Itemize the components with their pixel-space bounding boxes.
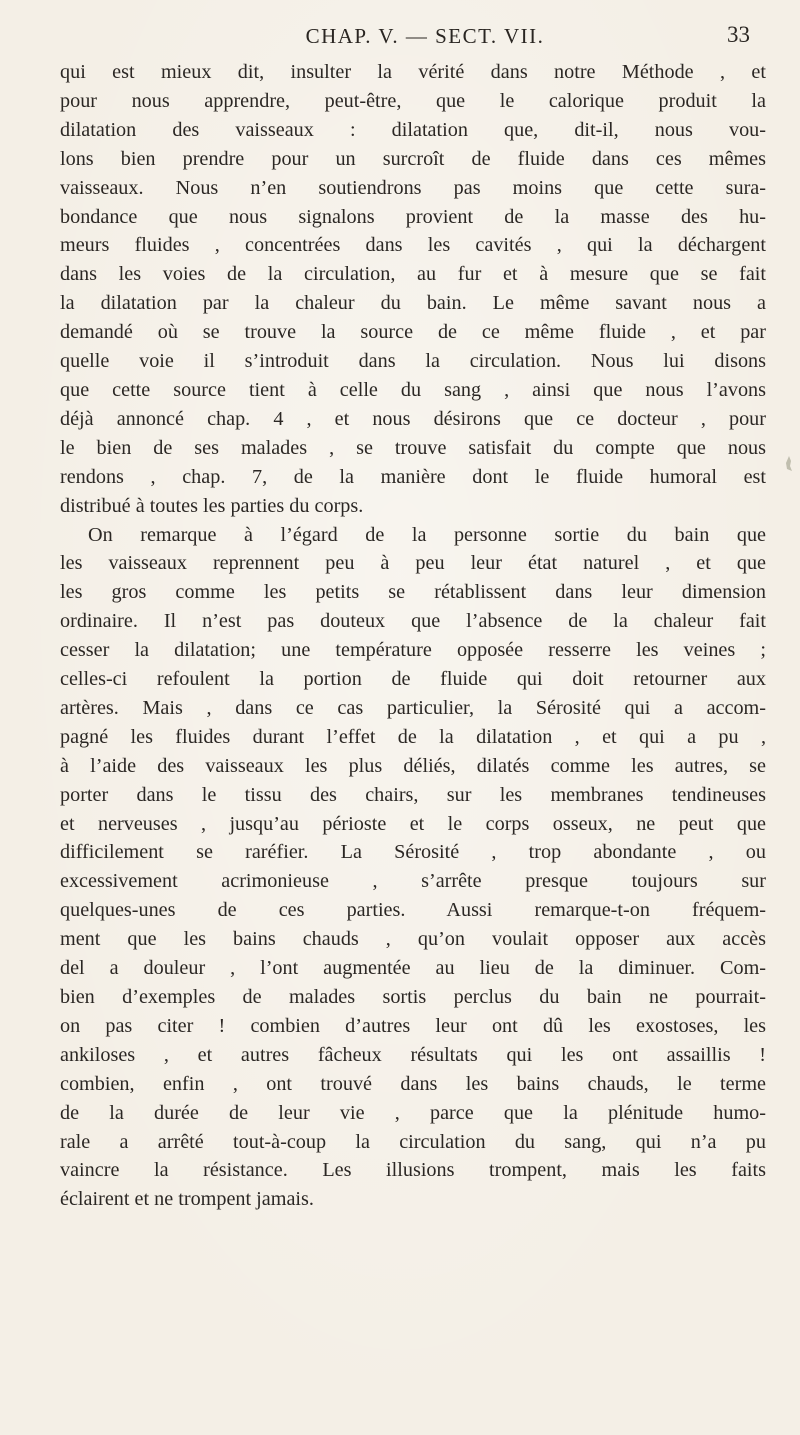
- text-line: vaincre la résistance. Les illusions trompent, mais les faits: [60, 1159, 766, 1182]
- text-line: cesser la dilatation; une température opposée resserre les veines ;: [60, 639, 766, 662]
- text-line: que cette source tient à celle du sang , ainsi que nous l’avons: [60, 378, 766, 401]
- body-text: [60, 58, 766, 1214]
- text-line: de la durée de leur vie , parce que la plénitude humo-: [60, 1101, 766, 1124]
- text-line: ment que les bains chauds , qu’on voulait opposer aux accès: [60, 928, 766, 951]
- text-line: dilatation des vaisseaux : dilatation que, dit-il, nous vou-: [60, 118, 766, 141]
- running-head: CHAP. V. — SECT. VII.: [305, 24, 545, 48]
- text-line: combien, enfin , ont trouvé dans les bains chauds, le terme: [60, 1072, 766, 1095]
- text-line: meurs fluides , concentrées dans les cavités , qui la déchargent: [60, 234, 766, 257]
- text-line: et nerveuses , jusqu’au périoste et le corps osseux, ne peut que: [60, 812, 766, 835]
- text-line: déjà annoncé chap. 4 , et nous désirons que ce docteur , pour: [60, 407, 766, 430]
- text-line: dans les voies de la circulation, au fur et à mesure que se fait: [60, 263, 766, 286]
- text-line: la dilatation par la chaleur du bain. Le même savant nous a: [60, 292, 766, 315]
- text-line: bondance que nous signalons provient de la masse des hu-: [60, 205, 766, 228]
- text-line: porter dans le tissu des chairs, sur les membranes tendineuses: [60, 783, 766, 806]
- text-line: à l’aide des vaisseaux les plus déliés, dilatés comme les autres, se: [60, 754, 766, 777]
- text-line: demandé où se trouve la source de ce même fluide , et par: [60, 321, 766, 344]
- text-line: pagné les fluides durant l’effet de la dilatation , et qui a pu ,: [60, 725, 766, 748]
- margin-stain: [784, 455, 794, 473]
- text-line: éclairent et ne trompent jamais.: [60, 1188, 314, 1211]
- text-line: ankiloses , et autres fâcheux résultats qui les ont assaillis !: [60, 1043, 766, 1066]
- text-line: celles-ci refoulent la portion de fluide qui doit retourner aux: [60, 668, 766, 691]
- text-line: vaisseaux. Nous n’en soutiendrons pas moins que cette sura-: [60, 176, 766, 199]
- text-line: bien d’exemples de malades sortis perclus du bain ne pourrait-: [60, 986, 766, 1008]
- text-line: on pas citer ! combien d’autres leur ont dû les exostoses, les: [60, 1014, 766, 1037]
- text-line: les vaisseaux reprennent peu à peu leur état naturel , et que: [60, 552, 766, 575]
- text-line: lons bien prendre pour un surcroît de fluide dans ces mêmes: [60, 147, 766, 170]
- text-line: qui est mieux dit, insulter la vérité dans notre Méthode , et: [60, 61, 766, 83]
- text-line: artères. Mais , dans ce cas particulier, la Sérosité qui a accom-: [60, 696, 766, 719]
- page-header: [60, 12, 750, 52]
- stain-mark-icon: [784, 455, 794, 473]
- paragraph-1: [60, 58, 766, 521]
- text-line: quelques-unes de ces parties. Aussi remarque-t-on fréquem-: [60, 899, 766, 922]
- text-line: le bien de ses malades , se trouve satisfait du compte que nous: [60, 436, 766, 459]
- text-line: excessivement acrimonieuse , s’arrête presque toujours sur: [60, 870, 766, 893]
- text-line: pour nous apprendre, peut-être, que le calorique produit la: [60, 89, 766, 112]
- page-number: 33: [727, 22, 750, 47]
- text-line: difficilement se raréfier. La Sérosité , trop abondante , ou: [60, 841, 766, 864]
- text-line: On remarque à l’égard de la personne sortie du bain que: [88, 523, 766, 546]
- paragraph-2: [60, 521, 766, 1215]
- text-line: distribué à toutes les parties du corps.: [60, 494, 364, 517]
- text-line: ordinaire. Il n’est pas douteux que l’absence de la chaleur fait: [60, 610, 766, 633]
- text-line: quelle voie il s’introduit dans la circulation. Nous lui disons: [60, 350, 766, 373]
- text-line: rendons , chap. 7, de la manière dont le fluide humoral est: [60, 465, 766, 488]
- text-line: del a douleur , l’ont augmentée au lieu de la diminuer. Com-: [60, 957, 766, 980]
- text-line: les gros comme les petits se rétablissent dans leur dimension: [60, 581, 766, 604]
- text-line: rale a arrêté tout-à-coup la circulation du sang, qui n’a pu: [60, 1130, 766, 1153]
